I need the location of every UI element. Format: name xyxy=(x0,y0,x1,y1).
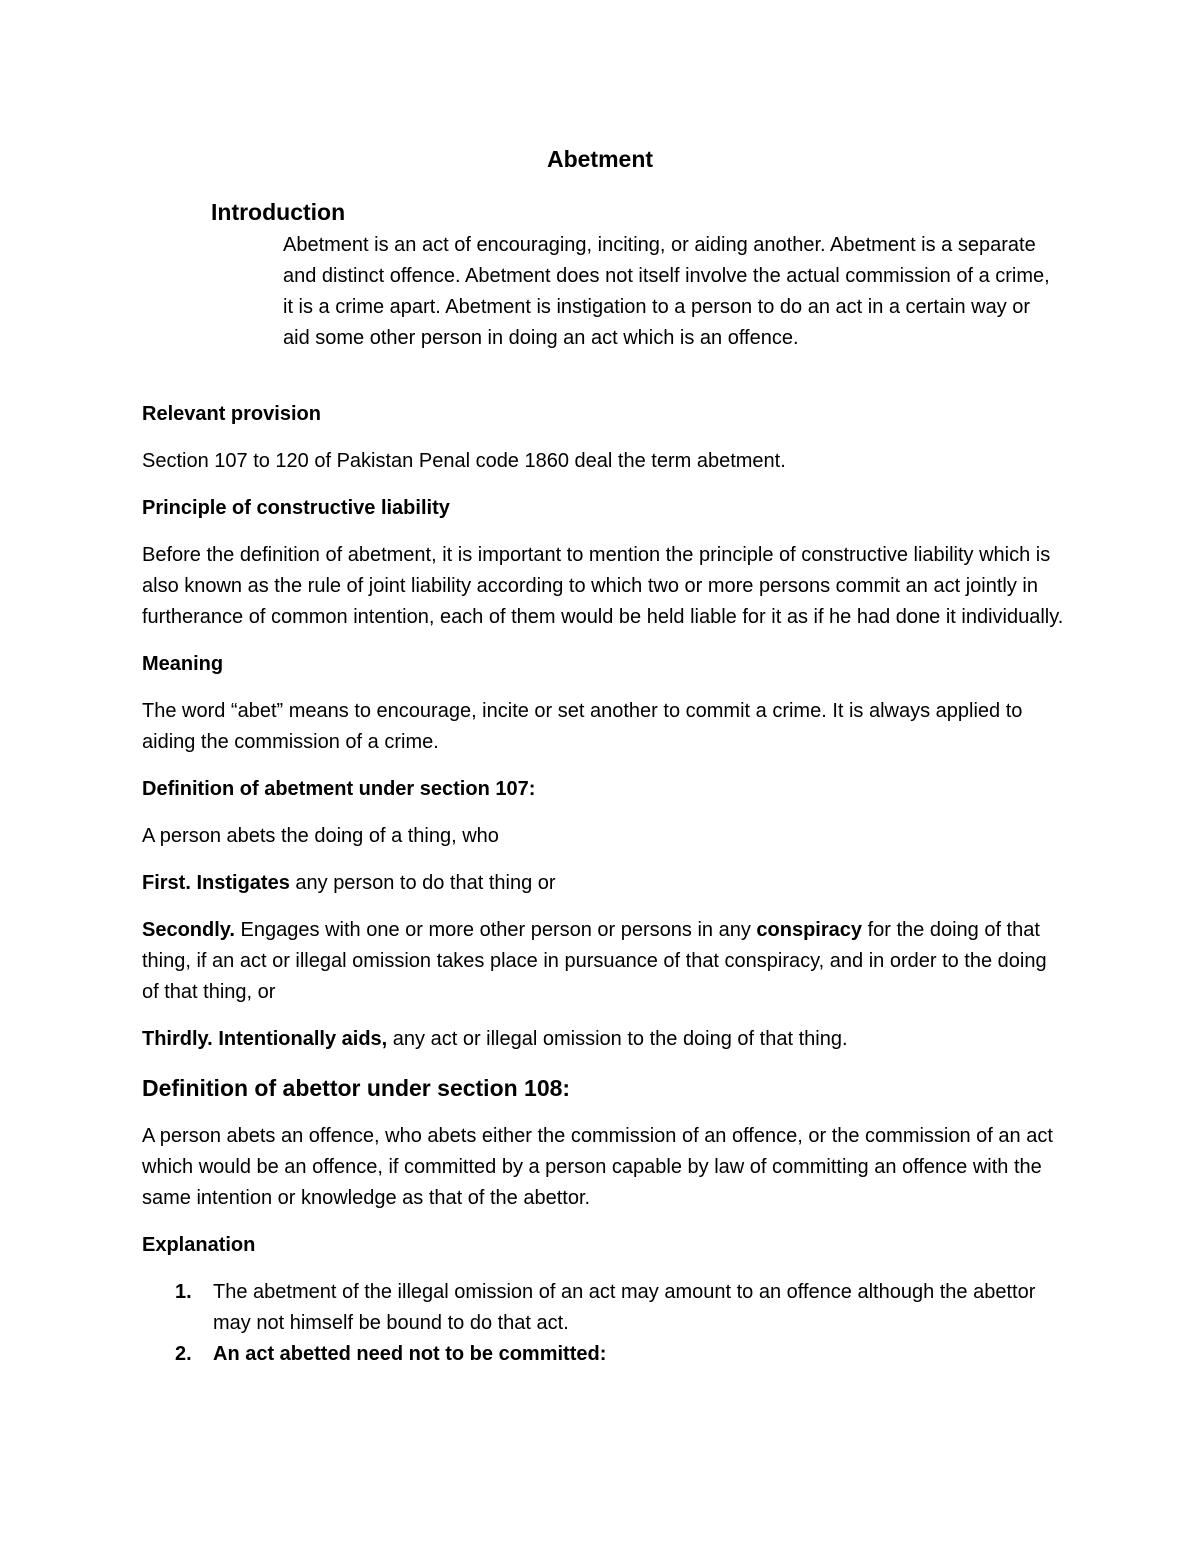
list-item-text: An act abetted need not to be committed: xyxy=(213,1343,607,1365)
meaning-heading: Meaning xyxy=(142,653,224,675)
definition-107-thirdly xyxy=(142,1024,1067,1055)
explanation-list xyxy=(142,1277,1067,1370)
definition-107-intro: A person abets the doing of a thing, who xyxy=(142,825,499,847)
secondly-text-after: for the doing of that thing, if an act or illegal omission takes place in pursuance of that conspiracy, and in order to the doing of that thing, or xyxy=(142,919,1047,1003)
document-body xyxy=(142,399,1067,1370)
secondly-label: Secondly. xyxy=(142,919,235,941)
meaning-paragraph: The word “abet” means to encourage, incite or set another to commit a crime. It is always applied to aiding the commission of a crime. xyxy=(142,700,1023,753)
definition-107-first xyxy=(142,868,1067,899)
first-label: First. xyxy=(142,872,191,894)
explanation-heading: Explanation xyxy=(142,1234,256,1256)
definition-107-secondly xyxy=(142,915,1067,1008)
first-rest: any person to do that thing or xyxy=(289,872,556,894)
constructive-liability-heading: Principle of constructive liability xyxy=(142,497,450,519)
list-item xyxy=(142,1339,1067,1370)
thirdly-label: Thirdly. xyxy=(142,1028,213,1050)
secondly-bold-word: conspiracy xyxy=(756,919,863,941)
list-item xyxy=(142,1277,1067,1339)
relevant-provision-paragraph: Section 107 to 120 of Pakistan Penal code 1860 deal the term abetment. xyxy=(142,450,786,472)
thirdly-bold-word: Intentionally aids, xyxy=(218,1028,388,1050)
definition-108-heading: Definition of abettor under section 108: xyxy=(142,1075,571,1101)
introduction-heading: Introduction xyxy=(211,199,346,225)
list-item-text: The abetment of the illegal omission of an act may amount to an offence although the abettor may not himself be bound to do that act. xyxy=(213,1281,1036,1334)
constructive-liability-paragraph: Before the definition of abetment, it is important to mention the principle of constructive liability which is also known as the rule of joint liability according to which two or more persons commit an act jointly in furtherance of common intention, each of them would be held liable for it as if he had done it individually. xyxy=(142,544,1064,628)
definition-108-paragraph: A person abets an offence, who abets either the commission of an offence, or the commission of an act which would be an offence, if committed by a person capable by law of committing an offence with the same intention or knowledge as that of the abettor. xyxy=(142,1125,1053,1209)
introduction-paragraph: Abetment is an act of encouraging, inciting, or aiding another. Abetment is a separate and distinct offence. Abetment does not itself involve the actual commission of a crime, it is a crime apart. Abetment is instigation to a person to do an act in a certain way or aid some other person in doing an act which is an offence. xyxy=(283,234,1050,349)
document-title: Abetment xyxy=(546,146,654,172)
secondly-text-before: Engages with one or more other person or persons in any xyxy=(235,919,757,941)
definition-107-heading: Definition of abetment under section 107: xyxy=(142,778,536,800)
list-item-number: 1. xyxy=(175,1281,192,1303)
thirdly-rest: any act or illegal omission to the doing of that thing. xyxy=(387,1028,848,1050)
list-item-number: 2. xyxy=(175,1343,192,1365)
relevant-provision-heading: Relevant provision xyxy=(142,403,321,425)
first-bold-word: Instigates xyxy=(196,872,290,894)
